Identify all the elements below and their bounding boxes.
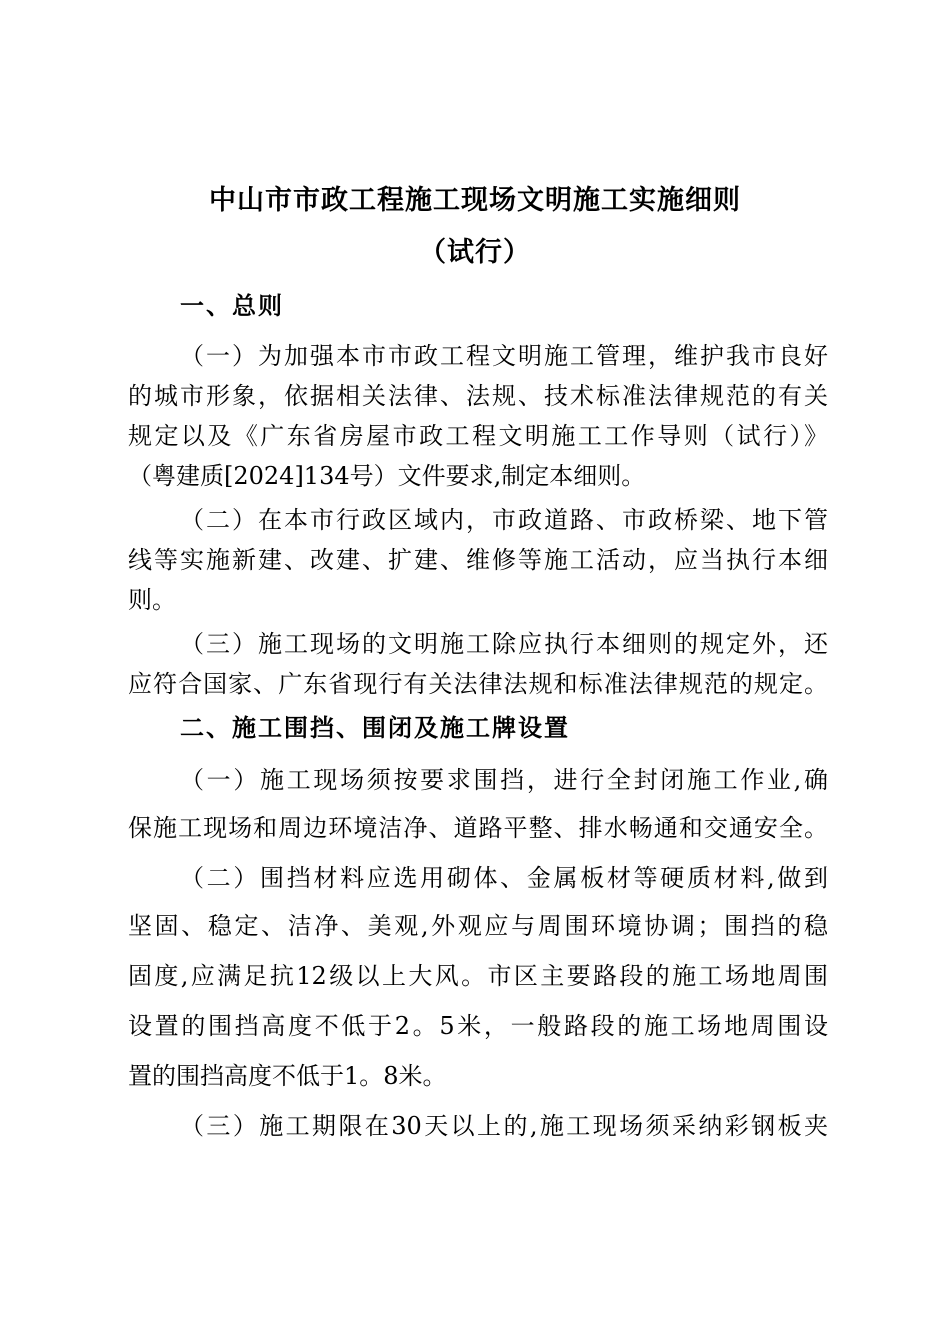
paragraph-line: 线等实施新建、改建、扩建、维修等施工活动，应当执行本细 (128, 546, 828, 574)
document-subtitle: （试行） (419, 237, 531, 268)
paragraph-line: 的城市形象，依据相关法律、法规、技术标准法律规范的有关 (128, 382, 828, 410)
paragraph-line: （一）为加强本市市政工程文明施工管理，维护我市良好 (180, 342, 828, 370)
paragraph-line: 设置的围挡高度不低于2。5米，一般路段的施工场地周围设 (128, 1012, 828, 1040)
section-heading-enclosure: 二、施工围挡、围闭及施工牌设置 (180, 714, 570, 742)
document-title: 中山市市政工程施工现场文明施工实施细则 (209, 185, 741, 216)
paragraph-line: （二）在本市行政区域内，市政道路、市政桥梁、地下管 (180, 506, 828, 534)
paragraph-line: 规定以及《广东省房屋市政工程文明施工工作导则（试行）》 (128, 422, 828, 450)
section-heading-general: 一、总则 (180, 292, 284, 320)
paragraph-line: 应符合国家、广东省现行有关法律法规和标准法律规范的规定。 (128, 670, 828, 698)
paragraph-line: 则。 (128, 586, 176, 614)
paragraph-line: （粤建质[2024]134号）文件要求,制定本细则。 (128, 462, 646, 490)
paragraph-line: 置的围挡高度不低于1。8米。 (128, 1062, 447, 1090)
paragraph-line: （三）施工现场的文明施工除应执行本细则的规定外，还 (180, 630, 828, 658)
paragraph-line: 保施工现场和周边环境洁净、道路平整、排水畅通和交通安全。 (128, 814, 828, 842)
paragraph-line: 坚固、稳定、洁净、美观,外观应与周围环境协调；围挡的稳 (128, 912, 828, 940)
paragraph-line: 固度,应满足抗12级以上大风。市区主要路段的施工场地周围 (128, 962, 828, 990)
paragraph-line: （二）围挡材料应选用砌体、金属板材等硬质材料,做到 (180, 864, 828, 892)
paragraph-line: （三）施工期限在30天以上的,施工现场须采纳彩钢板夹 (180, 1112, 828, 1140)
paragraph-line: （一）施工现场须按要求围挡，进行全封闭施工作业,确 (180, 766, 828, 794)
